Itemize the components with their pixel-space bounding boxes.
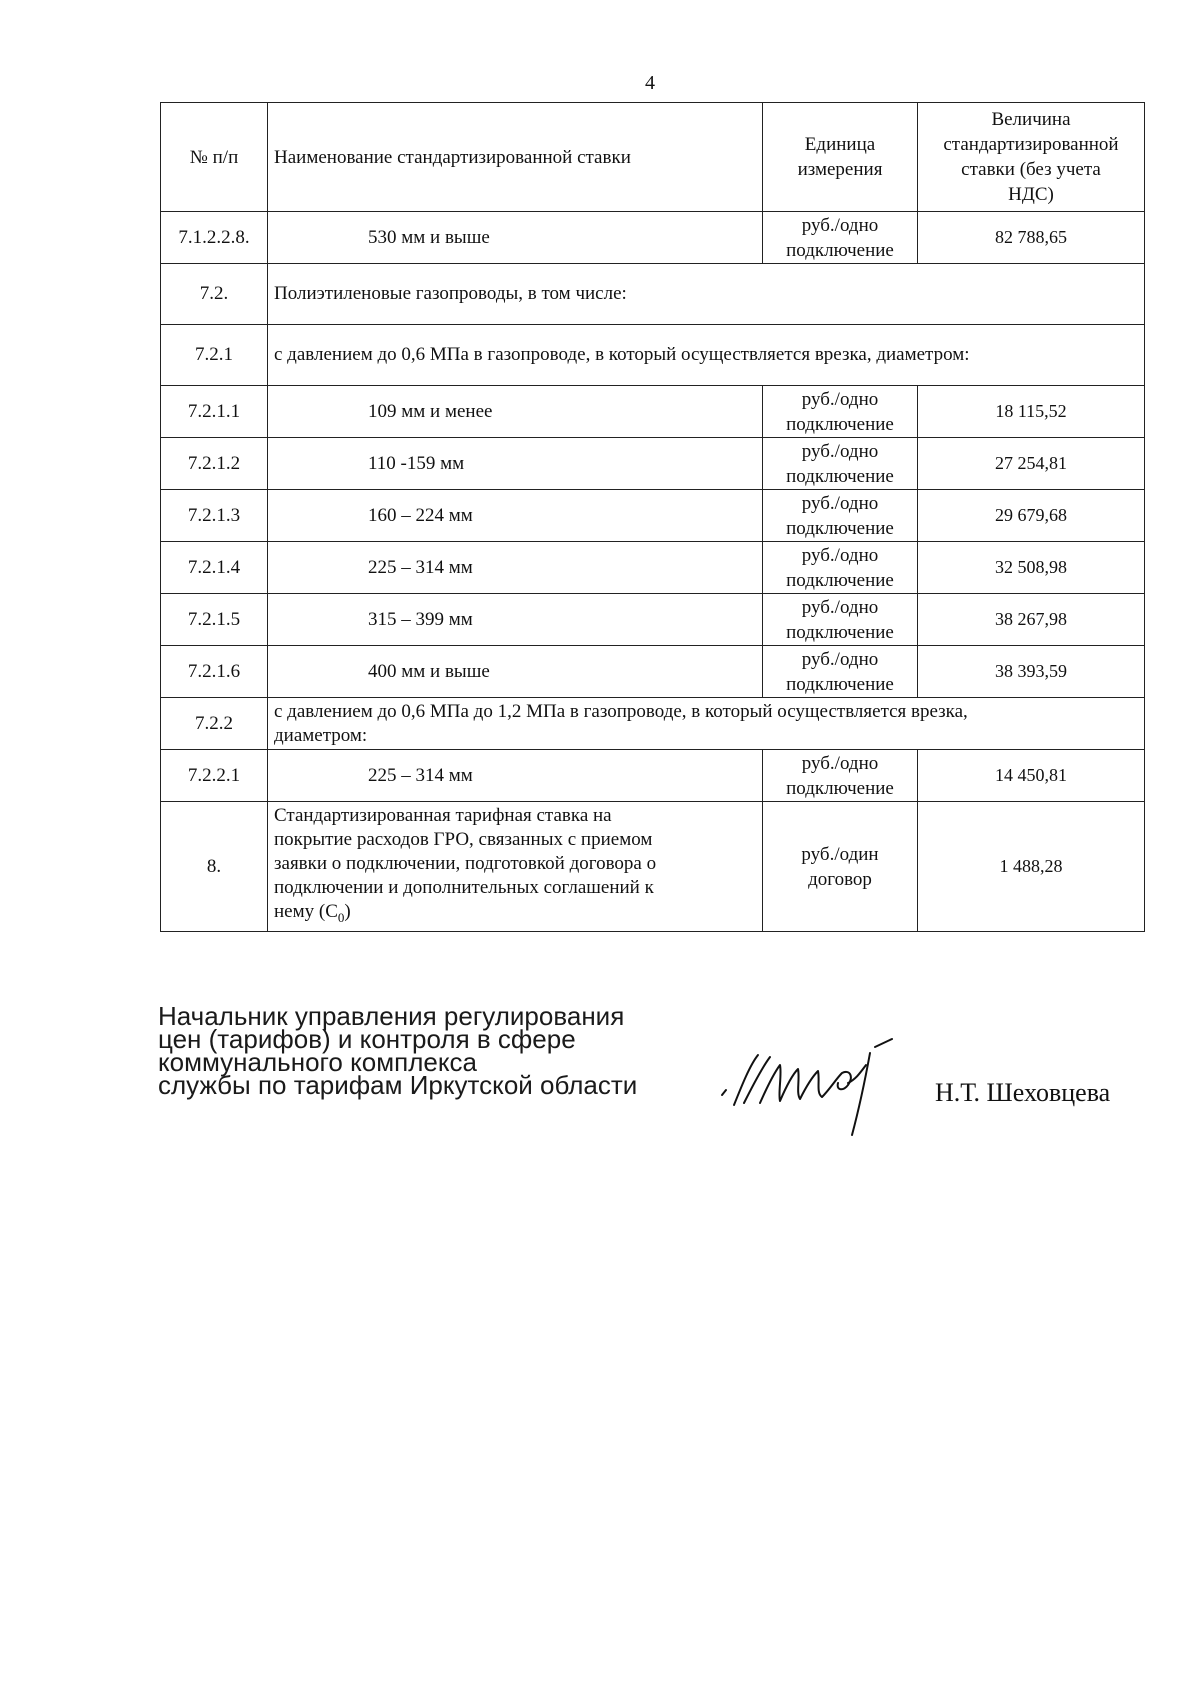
table-section-row — [161, 264, 1145, 325]
row-num: 7.1.2.2.8. — [161, 212, 268, 264]
unit-line: подключение — [786, 673, 894, 695]
signatory-title-line: цен (тарифов) и контроля в сфере — [158, 1024, 576, 1054]
row-name-line — [274, 900, 756, 930]
row-value: 38 393,59 — [918, 646, 1145, 698]
row-unit — [763, 802, 918, 932]
unit-line: руб./одно — [801, 752, 879, 774]
row-num: 7.2.1.6 — [161, 646, 268, 698]
unit-line: договор — [808, 868, 872, 890]
row-num: 7.2.2.1 — [161, 750, 268, 802]
row-num: 7.2.2 — [161, 698, 268, 750]
unit-line: руб./одно — [801, 596, 879, 618]
row-name-line: с давлением до 0,6 МПа до 1,2 МПа в газопроводе, в который осуществляется врезка, — [274, 700, 968, 722]
row-value: 27 254,81 — [918, 438, 1145, 490]
header-unit — [763, 103, 918, 212]
header-value-line: ставки (без учета — [961, 159, 1101, 180]
table-section-row — [161, 698, 1145, 750]
unit-line: руб./одно — [801, 492, 879, 514]
rates-table — [160, 102, 1145, 932]
row-num: 7.2. — [161, 264, 268, 325]
row-unit — [763, 386, 918, 438]
row-value: 18 115,52 — [918, 386, 1145, 438]
signatory-title — [158, 1001, 638, 1100]
row-unit — [763, 438, 918, 490]
row-value: 29 679,68 — [918, 490, 1145, 542]
row-unit — [763, 212, 918, 264]
row-num: 8. — [161, 802, 268, 932]
unit-line: руб./одно — [801, 440, 879, 462]
row-num: 7.2.1.4 — [161, 542, 268, 594]
header-name: Наименование стандартизированной ставки — [268, 103, 763, 212]
row-unit — [763, 646, 918, 698]
row-num: 7.2.1 — [161, 325, 268, 386]
row-name: с давлением до 0,6 МПа в газопроводе, в который осуществляется врезка, диаметром: — [268, 325, 1145, 386]
table-row — [161, 594, 1145, 646]
row-name-line: подключении и дополнительных соглашений к — [274, 876, 654, 898]
row-name — [268, 698, 1145, 750]
row-unit — [763, 490, 918, 542]
header-value — [918, 103, 1145, 212]
unit-line: подключение — [786, 517, 894, 539]
subscript: 0 — [337, 909, 345, 925]
row-name: 160 – 224 мм — [268, 490, 763, 542]
table-header-row — [161, 103, 1145, 212]
row-name: Полиэтиленовые газопроводы, в том числе: — [268, 264, 1145, 325]
row-value: 38 267,98 — [918, 594, 1145, 646]
unit-line: подключение — [786, 777, 894, 799]
unit-line: подключение — [786, 569, 894, 591]
row-unit — [763, 542, 918, 594]
page-number: 4 — [645, 72, 655, 94]
row-unit — [763, 750, 918, 802]
signatory-title-line: Начальник управления регулирования — [158, 1001, 625, 1031]
row-value: 1 488,28 — [918, 802, 1145, 932]
table-row — [161, 212, 1145, 264]
row-value: 82 788,65 — [918, 212, 1145, 264]
row-value: 32 508,98 — [918, 542, 1145, 594]
unit-line: руб./одно — [801, 388, 879, 410]
table-row — [161, 750, 1145, 802]
header-value-line: стандартизированной — [943, 134, 1119, 155]
row-name: 109 мм и менее — [268, 386, 763, 438]
row-num: 7.2.1.3 — [161, 490, 268, 542]
header-num: № п/п — [161, 103, 268, 212]
row-name: 225 – 314 мм — [268, 750, 763, 802]
row-num: 7.2.1.2 — [161, 438, 268, 490]
header-value-line: НДС) — [1008, 184, 1054, 205]
signatory-title-line: коммунального комплекса — [158, 1047, 477, 1077]
row-name-line: диаметром: — [274, 724, 368, 746]
row-name: 400 мм и выше — [268, 646, 763, 698]
unit-line: подключение — [786, 413, 894, 435]
row-unit — [763, 594, 918, 646]
row-num: 7.2.1.1 — [161, 386, 268, 438]
row-name: 315 – 399 мм — [268, 594, 763, 646]
table-section-row — [161, 325, 1145, 386]
unit-line: руб./один — [801, 843, 879, 865]
row-name: 530 мм и выше — [268, 212, 763, 264]
unit-line: руб./одно — [801, 648, 879, 670]
row-name-text: ) — [344, 900, 351, 922]
unit-line: подключение — [786, 465, 894, 487]
table-row — [161, 386, 1145, 438]
table-row — [161, 802, 1145, 932]
signer-name: Н.Т. Шеховцева — [935, 1078, 1111, 1107]
unit-line: руб./одно — [801, 214, 879, 236]
table-row — [161, 542, 1145, 594]
row-name-line: покрытие расходов ГРО, связанных с приемом — [274, 828, 653, 850]
handwritten-signature — [720, 1035, 950, 1145]
table-row — [161, 490, 1145, 542]
unit-line: подключение — [786, 621, 894, 643]
row-name-line: Стандартизированная тарифная ставка на — [274, 804, 612, 826]
row-value: 14 450,81 — [918, 750, 1145, 802]
signatory-title-line: службы по тарифам Иркутской области — [158, 1070, 638, 1100]
header-unit-line: измерения — [797, 159, 883, 180]
table-row — [161, 646, 1145, 698]
row-name — [268, 802, 763, 932]
row-num: 7.2.1.5 — [161, 594, 268, 646]
unit-line: руб./одно — [801, 544, 879, 566]
row-name: 110 -159 мм — [268, 438, 763, 490]
row-name: 225 – 314 мм — [268, 542, 763, 594]
row-name-line: заявки о подключении, подготовкой договора о — [274, 852, 657, 874]
row-name-text: нему (С — [274, 900, 338, 922]
unit-line: подключение — [786, 239, 894, 261]
table-row — [161, 438, 1145, 490]
header-value-line: Величина — [991, 109, 1071, 130]
header-unit-line: Единица — [804, 134, 876, 155]
